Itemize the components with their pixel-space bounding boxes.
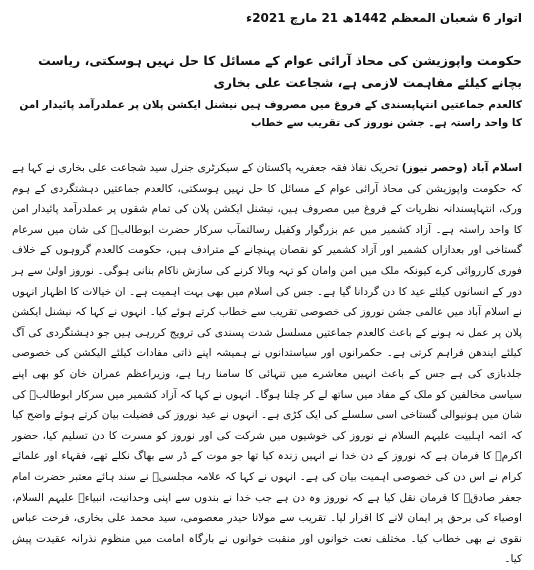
- dateline: اتوار 6 شعبان المعظم 1442ھ 21 مارچ 2021ء: [246, 11, 522, 25]
- byline: اسلام آباد (وحصر نیوز): [401, 162, 523, 174]
- headline: حکومت واپوزیشن کی محاذ آرائی عوام کے مسائل کا حل نہیں ہوسکتی، ریاست بچانے کیلئے مفاہمت لازمی ہے، شجاعت علی بخاری: [38, 53, 522, 90]
- subheadline: کالعدم جماعتیں انتہاپسندی کے فروغ میں مصروف ہیں نیشنل ایکشن پلان پر عملدرآمد پائیدار امن کا واحد راستہ ہے۔ جشن نوروز کی تقریب سے خطاب: [19, 99, 522, 129]
- article-body: [12, 158, 523, 566]
- article-text: تحریک نفاذ فقہ جعفریہ پاکستان کے سیکرٹری جنرل سید شجاعت علی بخاری نے کہا ہے کہ حکومت واپوزیشن کی محاذ آرائی عوام کے مسائل کا حل نہیں ہوسکتی، کالعدم جماعتیں دہشتگردی کے ہوم ورک، انتہاپسندانہ نظریات کے فروغ میں مصروف ہیں، نیشنل ایکشن پلان کی تمام شقوں پر عملدرآمد پائیدار امن کا واحد راستہ ہے۔ آزاد کشمیر میں عم بزرگوار وکفیل رسالتمآب سرکار حضرت ابوطالبؑ کی شان میں سرعام گستاخی اور بعدازاں کشمیر اور آزاد کشمیر کو نقصان پہنچانے کے مترادف ہیں، حکومت کالعدم گروہوں کے خلاف فوری کارروائی کرے کیونکہ ملک میں امن وامان کو تہہ وبالا کرنے کی سازش ناکام بنانی ہوگی۔ نوروز اولیٰ سے ہر دور کے انسانوں کیلئے عید کا دن گردانا گیا ہے۔ جس کی اسلام میں بھی بہت اہمیت ہے۔ ان خیالات کا اظہار انہوں نے اسلام آباد میں عالمی جشن نوروز کی خصوصی تقریب سے خطاب کرتے ہوئے کیا۔ انہوں نے کہا کہ نیشنل ایکشن پلان پر عمل نہ ہونے کے باعث کالعدم جماعتیں مسلسل شدت پسندی کی ترویج کررہی ہیں جو دہشتگردی کی آگ کیلئے ایندھن فراہم کرتی ہے۔ حکمرانوں اور سیاستدانوں نے ہمیشہ اپنے ذاتی مفادات کیلئے الیکشن کی خصوصی جلدبازی کی ہے جس کے باعث انہیں معاشرے میں تنہائی کا سامنا رہا ہے، وزیراعظم عمران خان کو بھی اپنے سیاسی مخالفین کو ملک کے مفاد میں ساتھ لے کر چلنا ہوگا۔ انہوں نے کہا کہ آزاد کشمیر میں سرکار ابوطالبؑ کی شان میں ہونیوالی گستاخی اسی سلسلے کی ایک کڑی ہے۔ انہوں نے عید نوروز کی فضیلت بیان کرتے ہوئے واضح کیا کہ ائمہ اہلبیت علیہم السلام نے نوروز کی خوشیوں میں شرکت کی اور نوروز کو مسرت کا دن تسلیم کیا، حضور اکرمؐ کا فرمان ہے کہ نوروز کے دن خدا نے انہیں زندہ کیا تھا جو موت کے ڈر سے بھاگ نکلے تھے، فقہاء اور علمائے کرام نے اس دن کی خصوصی اہمیت بیان کی ہے۔ انہوں نے کہا کہ علامہ مجلسیؒ نے سند ہائے معتبر حضرت امام جعفر صادقؑ کا فرمان نقل کیا ہے کہ نوروز وہ دن ہے جب خدا نے بندوں سے اپنی وحدانیت، انبیاءؑ علیہم السلام، اوصیاء کی برحق پر ایمان لانے کا اقرار لیا۔ تقریب سے مولانا حیدر معصومی، سید محمد علی بخاری، فرحت عباس نقوی نے بھی خطاب کیا۔ مختلف نعت خوانوں اور منقبت خوانوں نے بارگاہ امامت میں منظوم نذرانہ عقیدت پیش کیا۔: [12, 162, 522, 566]
